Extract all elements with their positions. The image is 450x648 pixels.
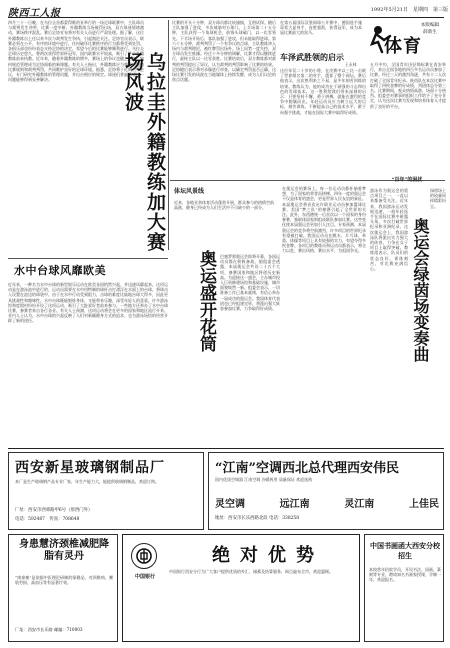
- ad-medical-body: “康泰寨”是依据中医理论研制的保健品，对颈椎病、腰肌劳损、高血压等有显著疗效。: [15, 575, 113, 586]
- article-qigong-body: 巴塞罗那奥运会即将开幕，各国运动员都在积极备战。据组委会透露，本届奥运会共设二十五个大项，参赛国家和地区将创历史新高。为迎接这一盛会，主办城市投入巨资修建场馆和基础设施，城市面貌焕然一新。组委会表示，一切准备工作已基本就绪，有信心举办一届成功的奥运会。我国体育代表团也已经组建完毕，将派出强大阵容参加比赛，力争取得好成绩。: [220, 254, 280, 312]
- column-note-label: 体坛风景线: [174, 188, 205, 195]
- ad-glass-body: 本厂是生产玻璃钢产品专业厂家，年生产能力大，能提供玻璃钢制品，欢迎订购。: [15, 479, 159, 484]
- ad-jiangnan-body: 国内优质空调器 江南空调 冷暖两用 质量保证 欢迎选购: [215, 477, 313, 482]
- ad-glass-phone: 电话：592487 传真：708648: [15, 517, 80, 522]
- ad-glass[interactable]: [8, 452, 204, 530]
- column-note-body: 近来，各地业余体育活动蓬勃开展，群众参与的热情空前高涨，健身已经成为人们生活中不可缺少的一部分。: [174, 200, 274, 211]
- article-left-body: 四月三十一日晚，在乌拉圭首都蒙得维的亚举行的一场足球联赛中，主队球员与裁判发生冲突，比赛一度中断。外籍教练当场被罚出场，双方球迷情绪激动，赛场秩序混乱。赛后足协宣布将对有关人员进行严肃处理。据了解，这位外籍教练自上任以来多次与裁判发生争执，引起舆论关注。足协官员表示，联赛必须在公平、有序的环境中进行，任何破坏比赛秩序的行为都将受到处罚。各俱乐部也纷纷表态支持足协的决定，希望今后的比赛能够顺利进行。乌拉圭足球历史悠久，曾两次获得世界杯冠军，国内联赛水平较高，吸引了不少外籍教练前来执教。近年来，随着外籍教练的增多，赛场上的争议也随之增加，如何规范管理成为足协面临的新课题。有关人士指出，外籍教练应当尊重当地的比赛规则和裁判判罚，共同维护良好的足球环境。据悉，足协将于近期召开会议，专门研究外籍教练的管理问题，并出台相应的规定。球迷们普遍希望这一问题能够得到妥善解决。: [8, 20, 144, 83]
- ad-glass-title: 西安新星玻璃钢制品厂: [15, 460, 165, 476]
- ad-jiangnan-product: 灵空调: [215, 499, 245, 510]
- ad-medical-contact: 厂址：西安市长乐路 邮编：710003: [15, 627, 83, 632]
- ad-bank[interactable]: [122, 534, 360, 642]
- editor-credit: [414, 22, 446, 52]
- article-hamburg-body: 这位年仅二十岁的小将，在决赛中以三比一击败了世界排名第二的对手，震惊了整个网坛。赛后他表示，这次胜利来之不易，是多年刻苦训练的结果。教练认为，他的成功在于顽强的斗志和出色的发球技术。这一胜利给我们带来深刻的启示：只要坚持不懈，勇于拼搏，就能在激烈的竞争中脱颖而出。年轻运动员应当树立远大的目标，刻苦训练，不断提高自己的技术水平，敢于向强手挑战，才能在国际大赛中取得好成绩。: [280, 68, 366, 115]
- main-left-headline: 乌拉圭外籍教练加大赛场风波: [122, 52, 166, 252]
- ad-school-body: 本校常年招收学员，开设书法、国画、篆刻等专业，聘请知名书画家授课，学制一年，欢迎报名。: [369, 567, 441, 583]
- ad-jiangnan-product: 灵江南: [344, 499, 375, 510]
- article-midright-body: 在奥运会的赛场上，每一位运动员都怀揣着梦想，为了国家的荣誉而拼搏。四年一度的奥运会不仅是体育的盛会，更是世界人民友谊的象征。本届奥运会将首次允许职业运动员参加篮球比赛，美国“梦之队”的参赛引起了全世界的关注。此外，东西德统一后首次以一个国家的身份参赛，独联体国家则组成联队参加比赛。这些变化使本届奥运会更加引人注目。专家预测，本届奥运会的竞争将空前激烈，许多项目的世界纪录有望被打破。我国运动员在跳水、乒乓球、举重、体操等项目上具有较强的实力，有望夺得多枚金牌。各项目的教练员和运动员都表示，将全力以赴，赛出风格，赛出水平，为祖国争光。: [282, 186, 366, 254]
- article-right-col1: 游泳作为奥运会的重点项目之一，一直以来都备受关注。近年来，我国游泳运动发展迅速，一批年轻选手在国际比赛中崭露头角，多次打破世界纪录和亚洲纪录。这次奥运会上，我国游泳队将派出实力强大的阵容，力争在女子项目上取得突破。教练组表示，队员们的状态良好，训练刻苦，对比赛充满信心。: [370, 188, 408, 272]
- qigong-headline: 奥运盛开花筒: [196, 250, 216, 352]
- ad-medical-title: 身患慧济颈椎减肥降脂有灵丹: [19, 539, 109, 562]
- paper-name: 陕西工人报: [8, 8, 61, 19]
- olympic-song-headline: 奥运会绿茵场变奏曲: [411, 218, 430, 362]
- sports-logo-text: 体育: [384, 36, 422, 57]
- ad-school[interactable]: [364, 534, 444, 642]
- article-mid-body: 比赛的开头十分钟，双方球员都比较谨慎，互相试探。随后主队加强了进攻，多次威胁对方球门。上半场第二十五分钟，主队获得一个角球机会，前锋头球破门，以一比零领先。下半场开始后，客队加强了进攻，但未能取得进球。第六十五分钟，裁判判罚了一个有争议的点球，主队教练冲入场内与裁判理论，被红牌罚出场外。场上局势一度失控，双方球员发生推搡。经过十多分钟的调解，比赛才得以继续进行，最终主队以一比零获胜。比赛结束后，双方教练都对裁判的判罚提出了异议，认为裁判的判罚影响了比赛的结果。足协随后表示将对录像进行审查，以确定判罚是否正确。这场比赛引发的风波在当地媒体上持续发酵，成为人们议论的焦点话题。: [172, 20, 276, 83]
- ad-section-rule: [8, 448, 444, 449]
- dateline: 1992年5月21日 星期四 第三版: [370, 7, 448, 13]
- bank-coin-icon: [136, 548, 152, 564]
- article-right-top-body: 五月中旬，全国青年田径锦标赛在西安举行，来自全国各地的四百多名运动员参加了比赛。经过三天的激烈角逐，共有十二人次打破了全国青年纪录。陕西队在本次比赛中取得了四枚金牌的好成绩，列团体总分第三名。比赛期间，观众热情高涨，场面十分热烈。组委会对赛事的组织工作给予了充分肯定，认为这次比赛为发现和培养体育人才提供了良好的平台。: [370, 62, 446, 109]
- article-billiards-body: 近年来，一种名为水中台球的新型娱乐运动在欧美各国悄然兴起，并迅速风靡起来。这项运动是在游泳池中进行的，运动员需要在水中用特制的球杆击打漂浮在水面上的台球，将球击入设置在池边的球袋中。由于在水中行动受到阻力，击球的难度比陆地台球大得多，因此更具挑战性和趣味性。水中台球既能锻炼身体，又能带来乐趣，深受年轻人的喜爱。许多游泳馆和度假村纷纷开设了这项运动，吸引了大批爱好者前来参与。一些地方还举办了水中台球比赛，参赛者来自各行各业。有关人士预测，这项运动将会在更多的国家和地区流行开来。业内人士认为，水中台球的兴起反映了人们对新颖健身方式的追求，也为游泳场馆的经营开辟了新的途径。: [8, 282, 168, 324]
- bank-name: 中国银行: [134, 574, 155, 580]
- ad-jiangnan[interactable]: [208, 452, 444, 530]
- ad-jiangnan-products: [215, 495, 439, 511]
- bank-logo-icon: [131, 543, 157, 569]
- ad-jiangnan-title: “江南”空调西北总代理西安伟民: [215, 461, 399, 476]
- ad-medical[interactable]: [8, 534, 118, 642]
- hamburg-byline: 王永林: [345, 62, 357, 67]
- masthead-rule: [8, 17, 444, 18]
- ad-school-title: 中国书画函大西安分校招生: [370, 541, 440, 560]
- article-right-col2: 绿茵场上的较量同样精彩纷呈。: [430, 188, 446, 209]
- ad-bank-title: 绝对优势: [212, 545, 324, 566]
- swimming-label: “百年”的困扰: [391, 177, 423, 183]
- ad-glass-address: 厂址：西安市西郊路甲6号（原西门外）: [15, 508, 93, 513]
- billiards-top-rule: [8, 258, 168, 259]
- ad-bank-body: 中国银行西安分行为广大客户提供优质的外汇、储蓄及结算服务，网点遍布全市，欢迎惠顾。: [169, 569, 333, 574]
- editor-name: 薛新生: [423, 30, 437, 35]
- column-divider: [168, 20, 169, 250]
- hamburg-headline: 车泽武胜领的启示: [280, 52, 344, 62]
- editor-label: 本版编辑: [420, 23, 440, 28]
- ad-jiangnan-product: 远江南: [279, 499, 310, 510]
- ad-jiangnan-product: 上佳民: [408, 499, 439, 510]
- ad-jiangnan-contact: 地址：西安市长乐西路北段 电话：338258: [215, 516, 300, 521]
- billiards-headline: 水中台球风靡欧美: [14, 264, 106, 277]
- article-hamburg-intro: 在第五届国际汉堡网球公开赛中，德国选手施蒂希大显身手，连胜强敌，获得冠军，成为本届比赛最大的黑马。: [280, 20, 362, 36]
